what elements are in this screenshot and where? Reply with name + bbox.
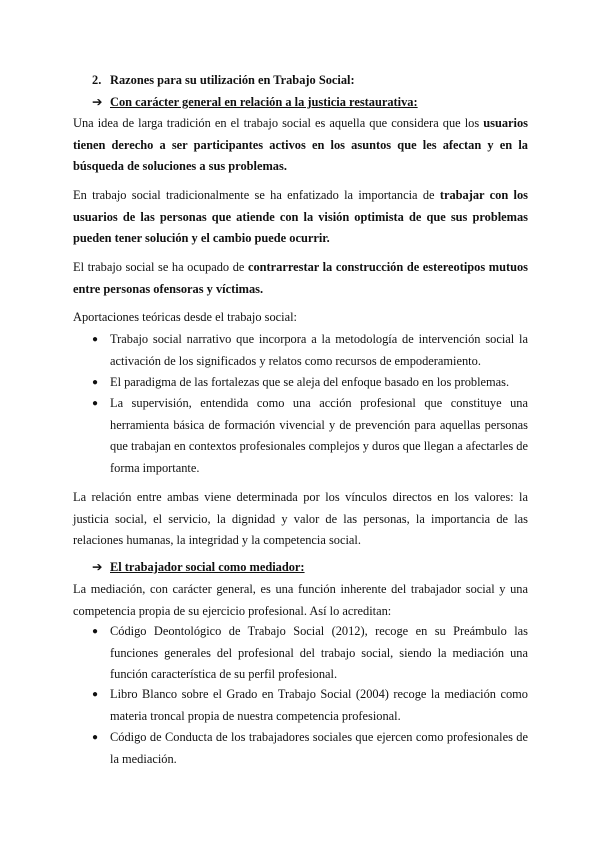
paragraph-mediacion: La mediación, con carácter general, es una función inherente del trabajador social y una competencia propia de su ejercicio profesional. Así lo acreditan: — [73, 582, 528, 618]
section-number: 2. — [92, 73, 102, 87]
list-item: ● La supervisión, entendida como una acción profesional que constituye una herramienta básica de formación vivencial y de prevención para aquellas personas que trabajan en contextos profesionales complejos y duros que llegan a afectarles de forma importante. — [92, 393, 528, 479]
paragraph-usuarios: Una idea de larga tradición en el trabajo social es aquella que considera que los usuarios tienen derecho a ser participantes activos en los asuntos que les afectan y en la búsqueda de soluciones a sus problemas. — [73, 116, 528, 173]
paragraph-emphasis: trabajar con los usuarios de las personas que atiende con la visión optimista de que sus problemas pueden tener solución y el cambio puede ocurrir. — [73, 188, 528, 245]
list-item: ● Libro Blanco sobre el Grado en Trabajo Social (2004) recoge la mediación como materia troncal propia de nuestra competencia profesional. — [92, 684, 528, 727]
list-item: ● Código Deontológico de Trabajo Social (2012), recoge en su Preámbulo las funciones generales del profesional del trabajo social, siendo la mediación una función característica de su perfil profesional. — [92, 621, 528, 686]
arrow-icon: ➔ — [92, 560, 103, 574]
subheading-justicia-restaurativa — [92, 92, 418, 113]
bullet-icon: ● — [92, 689, 99, 700]
bullet-icon: ● — [92, 377, 99, 388]
list-item: ● Trabajo social narrativo que incorpora a la metodología de intervención social la activación de los significados y relatos como recursos de empoderamiento. — [92, 329, 528, 372]
paragraph-emphasis: contrarrestar la construcción de estereotipos mutuos entre personas ofensoras y víctimas. — [73, 260, 528, 296]
subheading-text: Con carácter general en relación a la justicia restaurativa: — [110, 95, 418, 109]
bullet-icon: ● — [92, 626, 99, 637]
section-heading — [92, 70, 355, 91]
bullet-icon: ● — [92, 732, 99, 743]
bullet-icon: ● — [92, 398, 99, 409]
arrow-icon: ➔ — [92, 95, 103, 109]
paragraph-trabajo-social-tradicional: En trabajo social tradicionalmente se ha enfatizado la importancia de trabajar con los usuarios de las personas que atiende con la visión optimista de que sus problemas pueden tener solución y el cambio puede ocurrir. — [73, 188, 528, 245]
list-item: ● El paradigma de las fortalezas que se aleja del enfoque basado en los problemas. — [92, 372, 528, 394]
bullet-icon: ● — [92, 334, 99, 345]
section-title: Razones para su utilización en Trabajo Social: — [110, 73, 355, 87]
contributions-intro: Aportaciones teóricas desde el trabajo social: — [73, 310, 297, 324]
subheading-text: El trabajador social como mediador: — [110, 560, 305, 574]
paragraph-emphasis: usuarios tienen derecho a ser participantes activos en los asuntos que les afectan y en la búsqueda de soluciones a sus problemas. — [73, 116, 528, 173]
subheading-mediador — [92, 557, 305, 578]
paragraph-estereotipos: El trabajo social se ha ocupado de contrarrestar la construcción de estereotipos mutuos entre personas ofensoras y víctimas. — [73, 260, 528, 296]
list-item: ● Código de Conducta de los trabajadores sociales que ejercen como profesionales de la mediación. — [92, 727, 528, 770]
paragraph-relacion-valores: La relación entre ambas viene determinada por los vínculos directos en los valores: la justicia social, el servicio, la dignidad y valor de las personas, la importancia de las relaciones humanas, la integridad y la competencia social. — [73, 490, 528, 547]
